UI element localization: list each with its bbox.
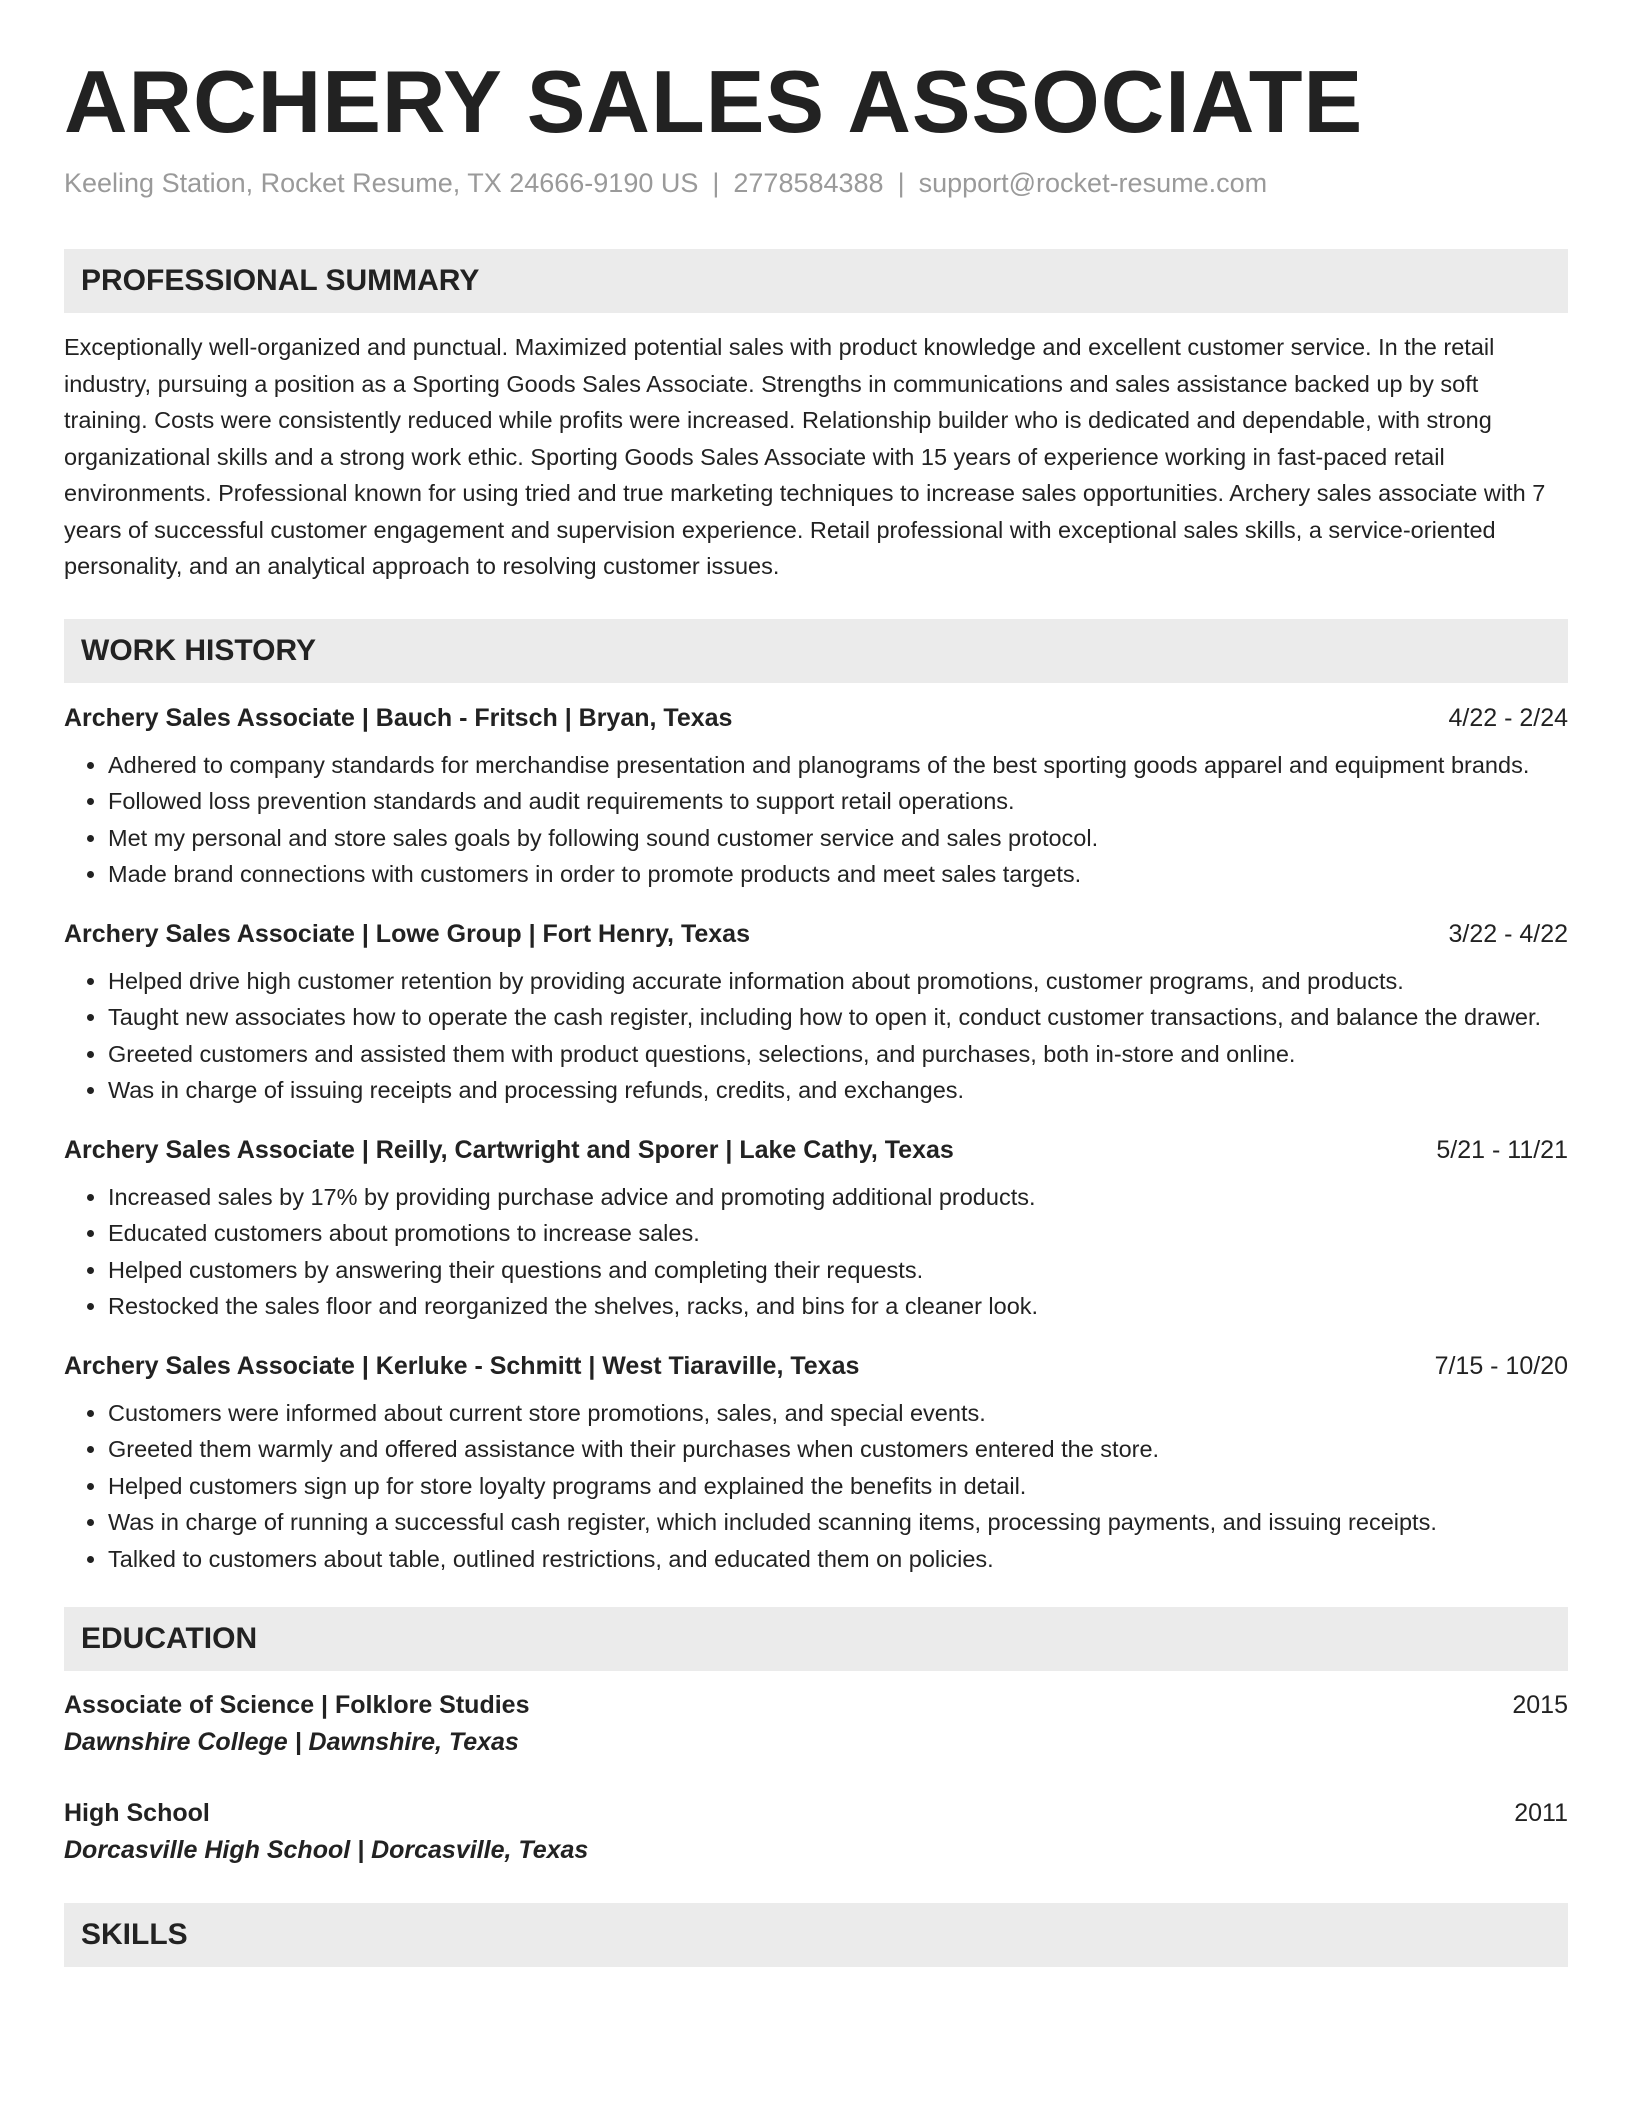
job-bullet: • Educated customers about promotions to increase sales. xyxy=(108,1215,1568,1252)
job-bullet: • Helped customers by answering their questions and completing their requests. xyxy=(108,1252,1568,1289)
job-bullet: • Made brand connections with customers in order to promote products and meet sales targets. xyxy=(108,856,1568,893)
job-dates: 5/21 - 11/21 xyxy=(1436,1135,1568,1164)
job-bullet: • Was in charge of running a successful cash register, which included scanning items, processing payments, and issuing receipts. xyxy=(108,1504,1568,1541)
contact-phone: 2778584388 xyxy=(733,168,884,198)
contact-separator: | xyxy=(897,168,905,198)
job-title: Archery Sales Associate | Lowe Group | Fort Henry, Texas xyxy=(64,919,750,948)
contact-email: support@rocket-resume.com xyxy=(918,168,1268,198)
education-year: 2015 xyxy=(1512,1691,1568,1719)
job-bullet: • Met my personal and store sales goals by following sound customer service and sales protocol. xyxy=(108,820,1568,857)
job-bullet: • Talked to customers about table, outlined restrictions, and educated them on policies. xyxy=(108,1541,1568,1578)
job-dates: 3/22 - 4/22 xyxy=(1448,919,1568,948)
education-year: 2011 xyxy=(1514,1799,1568,1827)
section-title: EDUCATION xyxy=(81,1622,258,1655)
job-bullet: • Restocked the sales floor and reorganized the shelves, racks, and bins for a cleaner look. xyxy=(108,1288,1568,1325)
job-bullet: • Greeted them warmly and offered assistance with their purchases when customers entered the store. xyxy=(108,1431,1568,1468)
job-header xyxy=(64,1133,1568,1167)
job-entry xyxy=(64,1349,1568,1578)
section-header-summary xyxy=(64,249,1568,313)
job-title: Archery Sales Associate | Bauch - Fritsch | Bryan, Texas xyxy=(64,703,733,732)
contact-address: Keeling Station, Rocket Resume, TX 24666-9190 US xyxy=(64,168,699,198)
contact-separator: | xyxy=(712,168,720,198)
job-bullets xyxy=(64,747,1568,893)
job-bullets xyxy=(64,1179,1568,1325)
job-bullet: • Greeted customers and assisted them with product questions, selections, and purchases, both in-store and online. xyxy=(108,1036,1568,1073)
education-header xyxy=(64,1687,1568,1723)
job-bullet: • Increased sales by 17% by providing purchase advice and promoting additional products. xyxy=(108,1179,1568,1216)
education-degree: High School xyxy=(64,1799,210,1827)
job-bullets xyxy=(64,963,1568,1109)
education-school: Dawnshire College | Dawnshire, Texas xyxy=(64,1728,519,1756)
job-bullet: • Helped drive high customer retention by providing accurate information about promotions, customer programs, and products. xyxy=(108,963,1568,1000)
job-entry xyxy=(64,1133,1568,1325)
job-bullet: • Taught new associates how to operate the cash register, including how to open it, conduct customer transactions, and balance the drawer. xyxy=(108,999,1568,1036)
summary-text: Exceptionally well-organized and punctual. Maximized potential sales with product knowledge and excellent customer service. In the retail industry, pursuing a position as a Sporting Goods Sales Associate. Strengths in communications and sales assistance backed up by soft training. Costs were consistently reduced while profits were increased. Relationship builder who is dedicated and dependable, with strong organizational skills and a strong work ethic. Sporting Goods Sales Associate with 15 years of experience working in fast-paced retail environments. Professional known for using tried and true marketing techniques to increase sales opportunities. Archery sales associate with 7 years of successful customer engagement and supervision experience. Retail professional with exceptional sales skills, a service-oriented personality, and an analytical approach to resolving customer issues. xyxy=(64,334,1546,579)
job-title: Archery Sales Associate | Kerluke - Schmitt | West Tiaraville, Texas xyxy=(64,1351,860,1380)
job-title: Archery Sales Associate | Reilly, Cartwright and Sporer | Lake Cathy, Texas xyxy=(64,1135,954,1164)
job-header xyxy=(64,1349,1568,1383)
job-dates: 4/22 - 2/24 xyxy=(1448,703,1568,732)
education-entry xyxy=(64,1687,1568,1761)
job-entry xyxy=(64,917,1568,1109)
contact-line xyxy=(64,168,1568,199)
job-header xyxy=(64,701,1568,735)
job-header xyxy=(64,917,1568,951)
resume-title: ARCHERY SALES ASSOCIATE xyxy=(64,52,1364,151)
education-entry xyxy=(64,1795,1568,1869)
section-title: SKILLS xyxy=(81,1918,188,1951)
section-header-education xyxy=(64,1607,1568,1671)
job-entry xyxy=(64,701,1568,893)
resume-page xyxy=(64,52,1568,1967)
job-bullet: • Adhered to company standards for merchandise presentation and planograms of the best sporting goods apparel and equipment brands. xyxy=(108,747,1568,784)
section-header-work-history xyxy=(64,619,1568,683)
job-bullet: • Was in charge of issuing receipts and processing refunds, credits, and exchanges. xyxy=(108,1072,1568,1109)
section-title: PROFESSIONAL SUMMARY xyxy=(81,264,480,297)
section-title: WORK HISTORY xyxy=(81,633,317,667)
education-header xyxy=(64,1795,1568,1831)
job-dates: 7/15 - 10/20 xyxy=(1434,1351,1568,1380)
education-degree: Associate of Science | Folklore Studies xyxy=(64,1691,530,1719)
job-bullet: • Customers were informed about current store promotions, sales, and special events. xyxy=(108,1395,1568,1432)
education-school: Dorcasville High School | Dorcasville, Texas xyxy=(64,1836,589,1864)
job-bullets xyxy=(64,1395,1568,1578)
jobs-list xyxy=(64,701,1568,1578)
job-bullet: • Followed loss prevention standards and audit requirements to support retail operations. xyxy=(108,783,1568,820)
section-header-skills xyxy=(64,1903,1568,1967)
job-bullet: • Helped customers sign up for store loyalty programs and explained the benefits in detail. xyxy=(108,1468,1568,1505)
